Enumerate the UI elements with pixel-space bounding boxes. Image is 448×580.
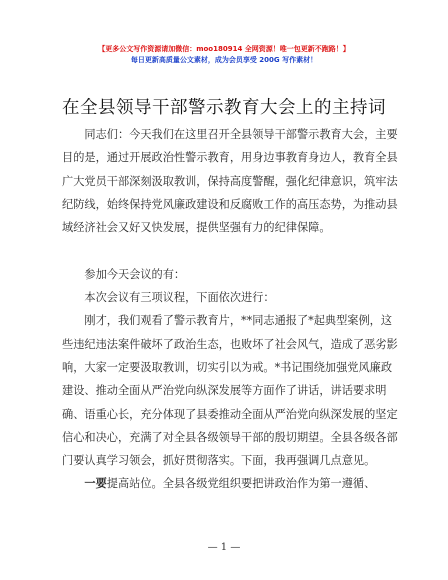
paragraph-summary: 刚才，我们观看了警示教育片，**同志通报了*起典型案例，这些违纪违法案件破坏了政治生态，也败坏了社会风气，造成了恶劣影响，大家一定要汲取教训，切实引以为戒。*书记围绕加强党风廉政建设、推动全面从严治党向纵深发展等方面作了讲话，讲话要求明确、语重心长，充分体现了县委推动全面从严治党向纵深发展的坚定信心和决心，充满了对全县各级领导干部的殷切期望。全县各级各部门要认真学习领会，抓好贯彻落实。下面，我再强调几点意见。	[62, 314, 398, 468]
paragraph-agenda: 本次会议有三项议程，下面依次进行：	[84, 291, 275, 305]
point-one-text: 提高站位。全县各级党组织要把讲政治作为第一遵循、	[106, 477, 376, 491]
point-one-lead: 一要	[84, 476, 107, 491]
document-body	[62, 123, 398, 496]
promo-line-1: 【更多公文写作资源请加微信：moo180914 全网资源！唯一包更新不跑路！】	[98, 45, 350, 53]
paragraph-point-one	[62, 472, 398, 495]
paragraph-spacer	[62, 239, 398, 262]
paragraph-opening: 同志们：今天我们在这里召开全县领导干部警示教育大会，主要目的是，通过开展政治性警示教育，用身边事教育身边人，教育全县广大党员干部深刻汲取教训，保持高度警醒，强化纪律意识，筑牢法纪防线，始终保持党风廉政建设和反腐败工作的高压态势，为推动县域经济社会又好又快发展，提供坚强有力的纪律保障。	[62, 128, 398, 235]
paragraph-attendees: 参加今天会议的有：	[84, 267, 186, 281]
page-number: — 1 —	[207, 542, 241, 553]
document-title: 在全县领导干部警示教育大会上的主持词	[62, 98, 386, 118]
promo-line-2: 每日更新高质量公文素材，成为会员享受 200G 写作素材！	[130, 56, 318, 64]
promo-banner	[0, 44, 448, 66]
